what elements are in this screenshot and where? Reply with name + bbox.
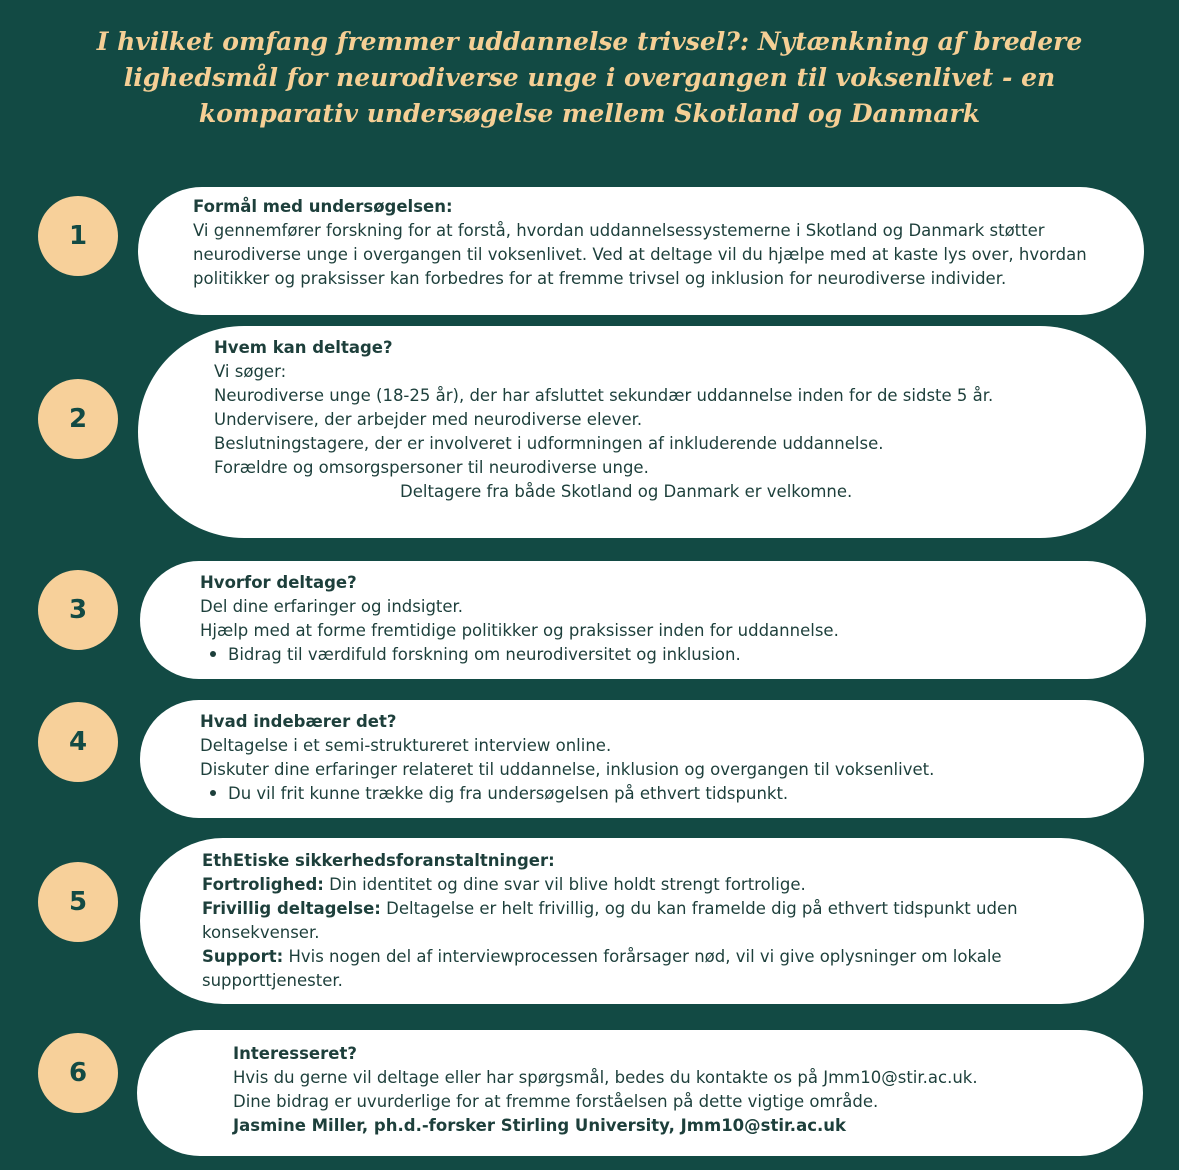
section-heading: Interesseret?: [233, 1044, 357, 1063]
section-line: Dine bidrag er uvurderlige for at fremme forståelsen på dette vigtige område.: [233, 1092, 879, 1111]
step-number-1: 1: [38, 196, 118, 276]
bullet-item: [200, 782, 1114, 806]
bullet-icon: [210, 790, 216, 796]
bullet-text: Du vil frit kunne trække dig fra undersøgelsen på ethvert tidspunkt.: [228, 784, 789, 803]
step-number-2: 2: [38, 379, 118, 459]
section-card-purpose: [138, 187, 1144, 315]
step-number-6: 6: [38, 1033, 118, 1113]
section-card-what-it-involves: [140, 700, 1144, 818]
section-line: Beslutningstagere, der er involveret i udformningen af inkluderende uddannelse.: [214, 434, 884, 453]
section-heading: Hvorfor deltage?: [200, 573, 357, 592]
ethics-item: [202, 873, 1024, 897]
ethics-item: [202, 897, 1024, 945]
section-heading: EthEtiske sikkerhedsforanstaltninger:: [202, 851, 555, 870]
section-line: Undervisere, der arbejder med neurodiverse elever.: [214, 410, 643, 429]
section-line: Hvis du gerne vil deltage eller har spørgsmål, bedes du kontakte os på Jmm10@stir.ac.uk.: [233, 1068, 978, 1087]
section-card-who-can-participate: [138, 326, 1146, 538]
section-text: Vi gennemfører forskning for at forstå, hvordan uddannelsessystemerne i Skotland og Danmark støtter neurodiverse unge i overgangen til voksenlivet. Ved at deltage vil du hjælpe med at kaste lys over, hvordan politikker og praksisser kan forbedres for at fremme trivsel og inklusion for neurodiverse individer.: [193, 221, 1087, 288]
bullet-icon: [210, 651, 216, 657]
contact-signature: Jasmine Miller, ph.d.-forsker Stirling University, Jmm10@stir.ac.uk: [233, 1116, 846, 1135]
section-line: Forældre og omsorgspersoner til neurodiverse unge.: [214, 458, 649, 477]
section-line: Del dine erfaringer og indsigter.: [200, 597, 464, 616]
ethics-item-label: Frivillig deltagelse:: [202, 899, 381, 918]
section-line: Hjælp med at forme fremtidige politikker og praksisser inden for uddannelse.: [200, 621, 839, 640]
ethics-item-label: Support:: [202, 947, 284, 966]
section-line: Vi søger:: [214, 362, 287, 381]
ethics-item-text: Din identitet og dine svar vil blive holdt strengt fortrolige.: [323, 875, 806, 894]
step-number-5: 5: [38, 862, 118, 942]
bullet-item: [200, 643, 1116, 667]
section-card-interested: [137, 1030, 1143, 1156]
section-card-ethics: [140, 838, 1144, 1004]
ethics-item: [202, 945, 1024, 993]
ethics-item-label: Fortrolighed:: [202, 875, 324, 894]
section-footer: Deltagere fra både Skotland og Danmark er velkomne.: [400, 482, 853, 501]
section-line: Neurodiverse unge (18-25 år), der har afsluttet sekundær uddannelse inden for de sidste 5 år.: [214, 386, 994, 405]
section-heading: Hvad indebærer det?: [200, 712, 397, 731]
section-card-why-participate: [140, 561, 1146, 679]
page-title: I hvilket omfang fremmer uddannelse trivsel?: Nytænkning af bredere lighedsmål for neurodiverse unge i overgangen til voksenlivet - en komparativ undersøgelse mellem Skotland og Danmark: [96, 27, 1083, 128]
step-number-3: 3: [38, 570, 118, 650]
step-number-4: 4: [38, 702, 118, 782]
bullet-text: Bidrag til værdifuld forskning om neurodiversitet og inklusion.: [228, 645, 741, 664]
section-line: Diskuter dine erfaringer relateret til uddannelse, inklusion og overgangen til voksenlivet.: [200, 760, 935, 779]
ethics-item-text: Hvis nogen del af interviewprocessen forårsager nød, vil vi give oplysninger om lokale supporttjenester.: [202, 947, 1002, 990]
section-line: Deltagelse i et semi-struktureret interview online.: [200, 736, 612, 755]
section-heading: Formål med undersøgelsen:: [193, 197, 453, 216]
ethics-item-text: Deltagelse er helt frivillig, og du kan framelde dig på ethvert tidspunkt uden konsekvenser.: [202, 899, 1018, 942]
section-heading: Hvem kan deltage?: [214, 338, 393, 357]
